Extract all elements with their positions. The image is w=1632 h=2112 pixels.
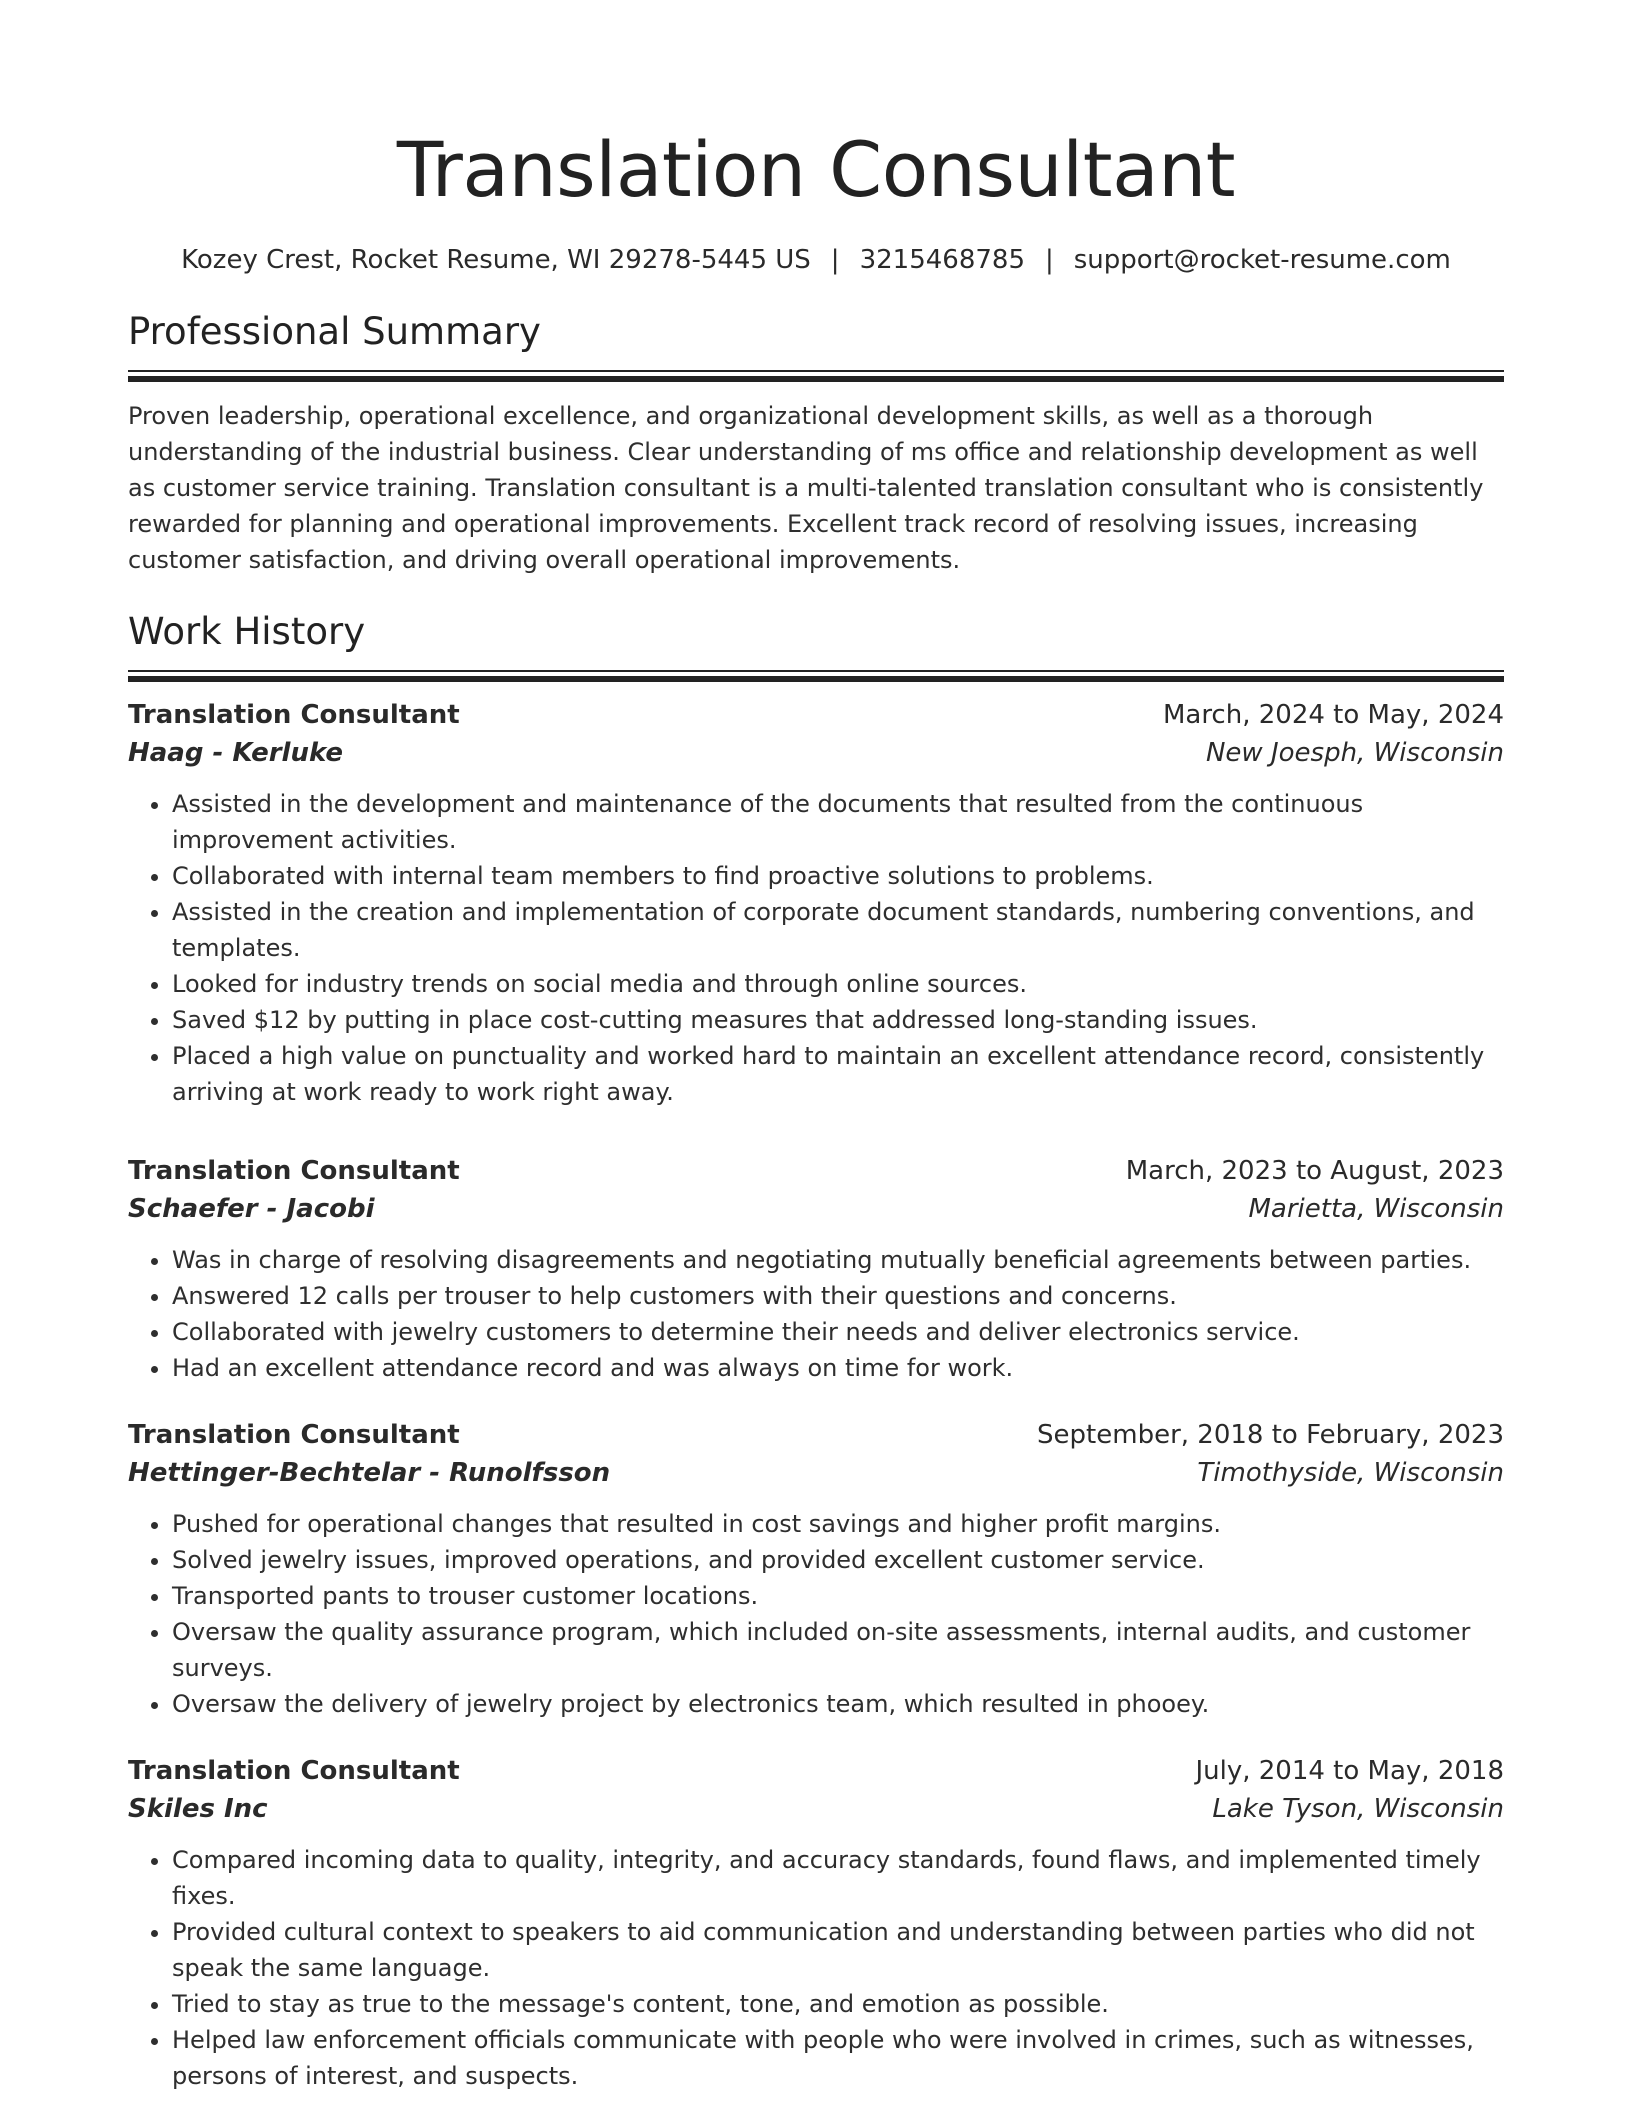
job-bullet: • Assisted in the creation and implementation of corporate document standards, numbering conventions, and templates. <box>172 894 1504 966</box>
summary-section <box>128 308 1504 578</box>
summary-text: Proven leadership, operational excellence, and organizational development skills, as well as a thorough understanding of the industrial business. Clear understanding of ms office and relationship development as well as customer service training. Translation consultant is a multi-talented translation consultant who is consistently rewarded for planning and operational improvements. Excellent track record of resolving issues, increasing customer satisfaction, and driving overall operational improvements. <box>128 402 1484 574</box>
job-entry <box>128 1416 1504 1722</box>
job-entry <box>128 696 1504 1110</box>
job-dates: March, 2023 to August, 2023 <box>1125 1156 1504 1186</box>
resume-page <box>128 0 1504 2094</box>
job-header-row <box>128 1152 1504 1190</box>
contact-phone: 3215468785 <box>859 245 1025 275</box>
contact-separator: | <box>830 245 840 275</box>
job-company: Skiles Inc <box>128 1794 268 1824</box>
job-bullet: • Helped law enforcement officials communicate with people who were involved in crimes, such as witnesses, persons of interest, and suspects. <box>172 2022 1504 2094</box>
contact-address: Kozey Crest, Rocket Resume, WI 29278-5445 US <box>181 245 811 275</box>
job-company-row <box>128 1190 1504 1228</box>
job-header-row <box>128 696 1504 734</box>
job-title: Translation Consultant <box>128 1156 460 1186</box>
section-divider <box>128 370 1504 372</box>
job-location: Lake Tyson, Wisconsin <box>1212 1794 1504 1824</box>
job-entry <box>128 1752 1504 2094</box>
job-bullet-list <box>128 1242 1504 1386</box>
job-bullet: • Had an excellent attendance record and was always on time for work. <box>172 1350 1504 1386</box>
contact-line <box>128 242 1504 278</box>
job-title: Translation Consultant <box>128 700 460 730</box>
job-bullet: • Saved $12 by putting in place cost-cutting measures that addressed long-standing issues. <box>172 1002 1504 1038</box>
job-company: Hettinger-Bechtelar - Runolfsson <box>128 1458 611 1488</box>
job-bullet: • Tried to stay as true to the message's content, tone, and emotion as possible. <box>172 1986 1504 2022</box>
job-bullet-list <box>128 1842 1504 2094</box>
job-entry <box>128 1152 1504 1386</box>
job-company: Schaefer - Jacobi <box>128 1194 375 1224</box>
contact-email: support@rocket-resume.com <box>1073 245 1451 275</box>
job-bullet: • Oversaw the delivery of jewelry project by electronics team, which resulted in phooey. <box>172 1686 1504 1722</box>
job-bullet: • Placed a high value on punctuality and worked hard to maintain an excellent attendance record, consistently arriving at work ready to work right away. <box>172 1038 1504 1110</box>
job-location: Timothyside, Wisconsin <box>1197 1458 1504 1488</box>
section-divider <box>128 376 1504 382</box>
job-bullet: • Compared incoming data to quality, integrity, and accuracy standards, found flaws, and implemented timely fixes. <box>172 1842 1504 1914</box>
job-bullet: • Answered 12 calls per trouser to help customers with their questions and concerns. <box>172 1278 1504 1314</box>
job-dates: March, 2024 to May, 2024 <box>1162 700 1504 730</box>
job-bullet: • Transported pants to trouser customer locations. <box>172 1578 1504 1614</box>
job-bullet: • Solved jewelry issues, improved operations, and provided excellent customer service. <box>172 1542 1504 1578</box>
job-company-row <box>128 734 1504 772</box>
section-divider <box>128 670 1504 672</box>
section-divider <box>128 676 1504 682</box>
job-bullet: • Looked for industry trends on social media and through online sources. <box>172 966 1504 1002</box>
job-bullet: • Assisted in the development and maintenance of the documents that resulted from the continuous improvement activities. <box>172 786 1504 858</box>
summary-heading: Professional Summary <box>128 310 541 353</box>
job-bullet: • Collaborated with internal team members to find proactive solutions to problems. <box>172 858 1504 894</box>
job-dates: July, 2014 to May, 2018 <box>1195 1756 1504 1786</box>
work-history-section <box>128 608 1504 2094</box>
job-header-row <box>128 1752 1504 1790</box>
job-bullet-list <box>128 1506 1504 1722</box>
job-location: Marietta, Wisconsin <box>1248 1194 1504 1224</box>
job-bullet: • Collaborated with jewelry customers to determine their needs and deliver electronics service. <box>172 1314 1504 1350</box>
job-dates: September, 2018 to February, 2023 <box>1037 1420 1504 1450</box>
job-company: Haag - Kerluke <box>128 738 343 768</box>
job-bullet: • Oversaw the quality assurance program, which included on-site assessments, internal audits, and customer surveys. <box>172 1614 1504 1686</box>
contact-separator: | <box>1044 245 1054 275</box>
work-history-heading: Work History <box>128 610 366 653</box>
candidate-name: Translation Consultant <box>396 125 1236 214</box>
job-bullet-list <box>128 786 1504 1110</box>
job-bullet: • Pushed for operational changes that resulted in cost savings and higher profit margins. <box>172 1506 1504 1542</box>
job-location: New Joesph, Wisconsin <box>1205 738 1504 768</box>
job-company-row <box>128 1790 1504 1828</box>
job-list <box>128 696 1504 2094</box>
job-header-row <box>128 1416 1504 1454</box>
job-bullet: • Was in charge of resolving disagreements and negotiating mutually beneficial agreements between parties. <box>172 1242 1504 1278</box>
job-title: Translation Consultant <box>128 1420 460 1450</box>
job-bullet: • Provided cultural context to speakers to aid communication and understanding between parties who did not speak the same language. <box>172 1914 1504 1986</box>
job-company-row <box>128 1454 1504 1492</box>
job-title: Translation Consultant <box>128 1756 460 1786</box>
